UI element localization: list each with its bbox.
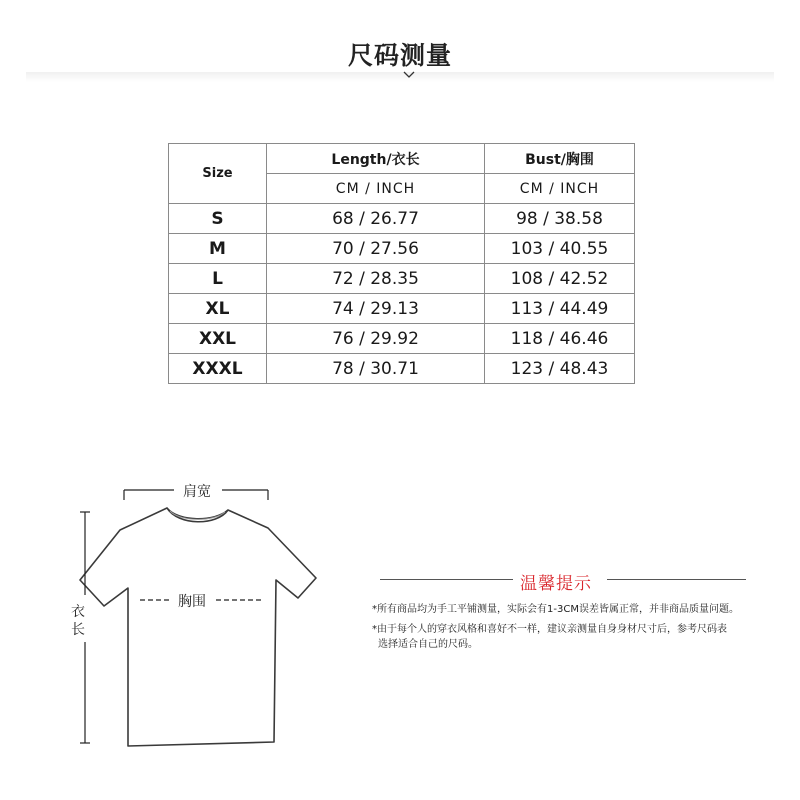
shoulder-label: 肩宽	[183, 484, 211, 500]
length-cell: 68 / 26.77	[267, 204, 485, 234]
length-cell: 78 / 30.71	[267, 354, 485, 384]
length-label-top: 衣	[71, 604, 85, 620]
length-label-bottom: 长	[71, 622, 85, 638]
table-row	[169, 354, 635, 384]
tip-line-2: *由于每个人的穿衣风格和喜好不一样，建议亲测量自身身材尺寸后，参考尺码表	[372, 624, 727, 635]
page-title: 尺码测量	[347, 41, 452, 70]
bust-cell: 113 / 44.49	[485, 294, 635, 324]
bust-cell: 123 / 48.43	[485, 354, 635, 384]
size-cell: S	[169, 204, 267, 234]
tip-line-1: *所有商品均为手工平铺测量，实际会有1-3CM误差皆属正常，并非商品质量问题。	[372, 604, 739, 615]
length-cell: 76 / 29.92	[267, 324, 485, 354]
size-header: Size	[169, 144, 267, 204]
bust-unit-header: CM / INCH	[485, 174, 635, 204]
table-row	[169, 204, 635, 234]
size-cell: XXXL	[169, 354, 267, 384]
tips-divider-left	[380, 579, 513, 580]
length-cell: 74 / 29.13	[267, 294, 485, 324]
size-chart-table	[168, 143, 635, 384]
length-header: Length/衣长	[267, 144, 485, 174]
bust-cell: 108 / 42.52	[485, 264, 635, 294]
length-cell: 70 / 27.56	[267, 234, 485, 264]
bust-cell: 118 / 46.46	[485, 324, 635, 354]
tips-divider-right	[607, 579, 746, 580]
size-cell: XL	[169, 294, 267, 324]
bust-cell: 98 / 38.58	[485, 204, 635, 234]
chest-label: 胸围	[178, 594, 206, 610]
length-cell: 72 / 28.35	[267, 264, 485, 294]
chevron-down-icon	[403, 71, 415, 78]
tshirt-diagram	[0, 470, 330, 770]
size-cell: XXL	[169, 324, 267, 354]
size-cell: L	[169, 264, 267, 294]
bust-cell: 103 / 40.55	[485, 234, 635, 264]
bust-header: Bust/胸围	[485, 144, 635, 174]
table-row	[169, 324, 635, 354]
size-cell: M	[169, 234, 267, 264]
title-divider	[26, 72, 774, 82]
table-row	[169, 234, 635, 264]
length-unit-header: CM / INCH	[267, 174, 485, 204]
table-row	[169, 264, 635, 294]
tshirt-outline	[80, 508, 316, 746]
tips-title: 温馨提示	[520, 574, 592, 594]
table-row	[169, 294, 635, 324]
tip-line-3: 选择适合自己的尺码。	[378, 639, 478, 650]
